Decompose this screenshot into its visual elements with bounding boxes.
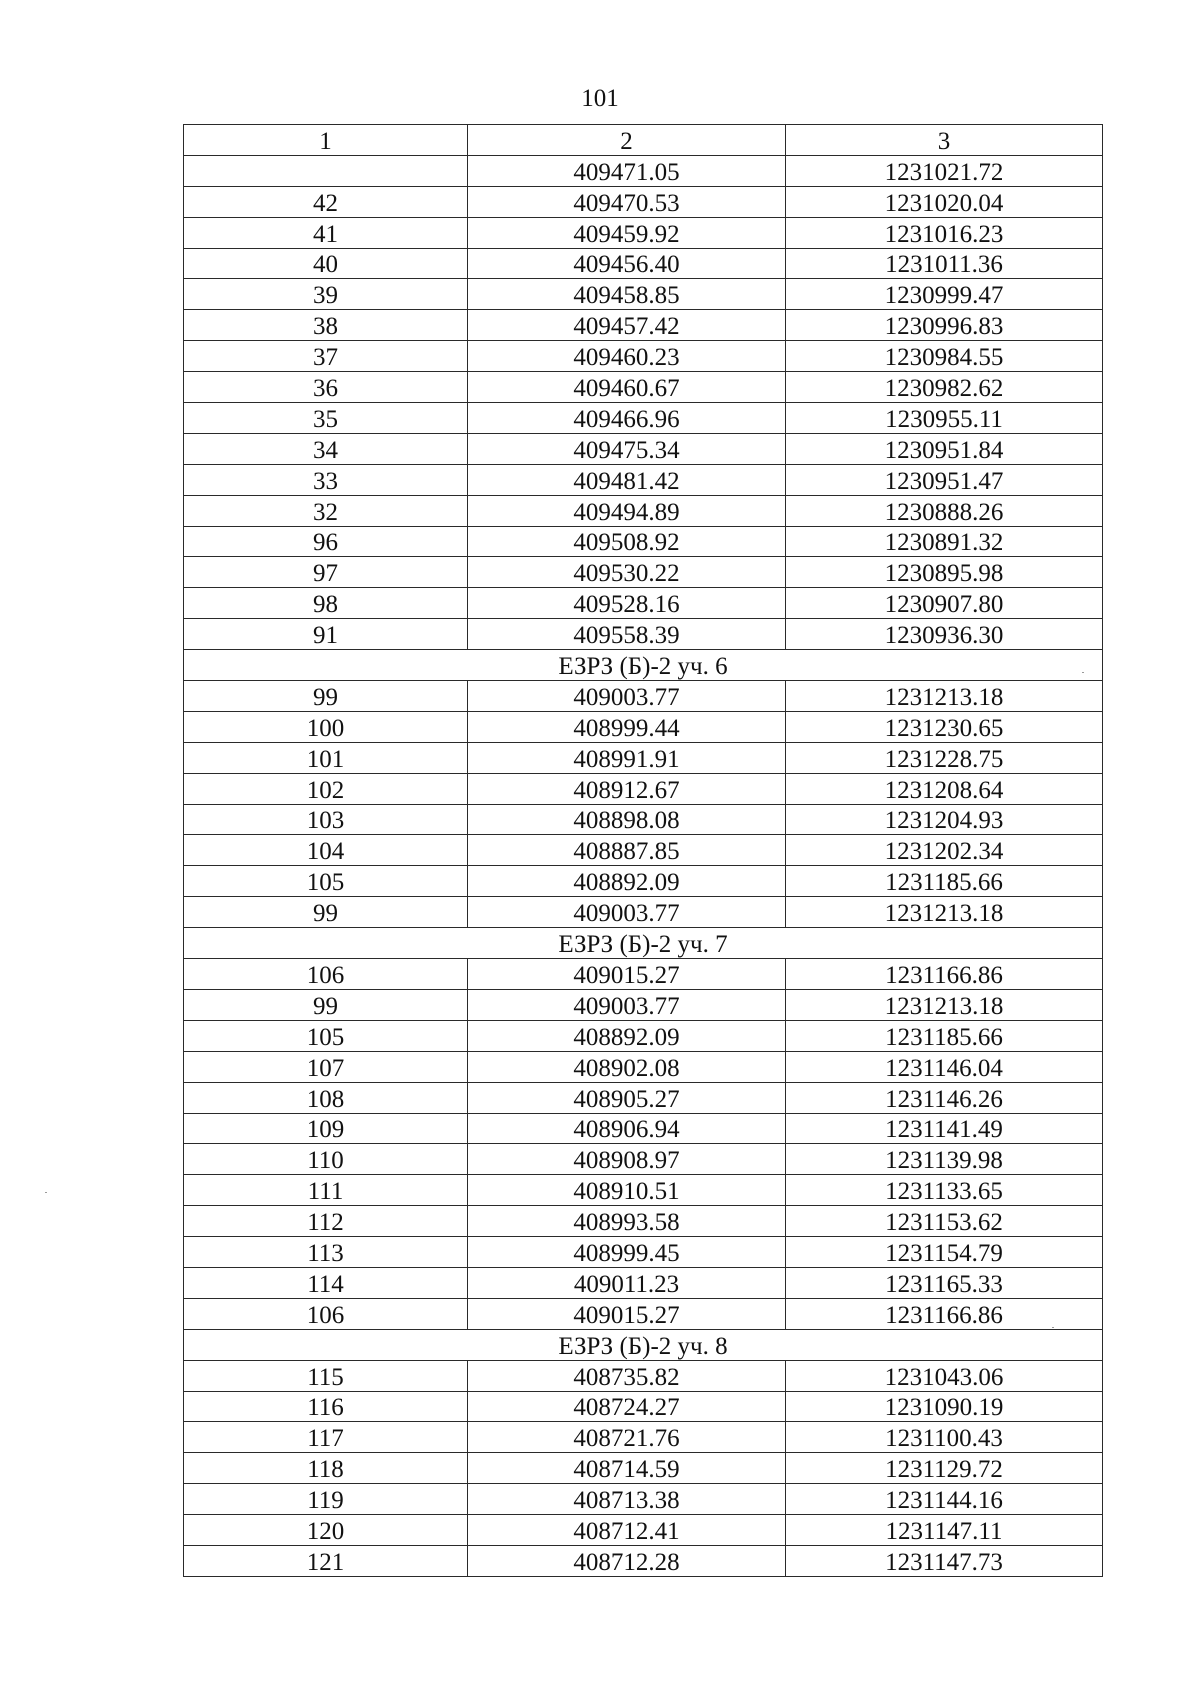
- x-coordinate-cell: 409475.34: [468, 433, 786, 464]
- x-coordinate-cell: 409466.96: [468, 403, 786, 434]
- y-coordinate-cell: 1231090.19: [786, 1391, 1103, 1422]
- y-coordinate-cell: 1230895.98: [786, 557, 1103, 588]
- table-row: [184, 1545, 1103, 1576]
- x-coordinate-cell: 409528.16: [468, 588, 786, 619]
- y-coordinate-cell: 1230955.11: [786, 403, 1103, 434]
- table-row: [184, 1175, 1103, 1206]
- y-coordinate-cell: 1231153.62: [786, 1206, 1103, 1237]
- table-row: [184, 866, 1103, 897]
- x-coordinate-cell: 408892.09: [468, 1020, 786, 1051]
- table-row: [184, 1020, 1103, 1051]
- x-coordinate-cell: 408906.94: [468, 1113, 786, 1144]
- table-row: [184, 588, 1103, 619]
- y-coordinate-cell: 1231213.18: [786, 897, 1103, 928]
- x-coordinate-cell: 408912.67: [468, 773, 786, 804]
- x-coordinate-cell: 409003.77: [468, 897, 786, 928]
- table-row: [184, 959, 1103, 990]
- y-coordinate-cell: 1230982.62: [786, 372, 1103, 403]
- scan-speck: [1082, 672, 1084, 673]
- table-row: [184, 742, 1103, 773]
- y-coordinate-cell: 1231228.75: [786, 742, 1103, 773]
- section-row: [184, 1329, 1103, 1360]
- y-coordinate-cell: 1231166.86: [786, 959, 1103, 990]
- x-coordinate-cell: 408905.27: [468, 1082, 786, 1113]
- y-coordinate-cell: 1231043.06: [786, 1360, 1103, 1391]
- y-coordinate-cell: 1231147.11: [786, 1515, 1103, 1546]
- point-number-cell: 117: [184, 1422, 468, 1453]
- x-coordinate-cell: 409457.42: [468, 310, 786, 341]
- x-coordinate-cell: 409481.42: [468, 464, 786, 495]
- table-row: [184, 186, 1103, 217]
- table-row: [184, 155, 1103, 186]
- scan-speck: [45, 1192, 47, 1193]
- x-coordinate-cell: 408724.27: [468, 1391, 786, 1422]
- point-number-cell: 116: [184, 1391, 468, 1422]
- y-coordinate-cell: 1231230.65: [786, 711, 1103, 742]
- table-row: [184, 1422, 1103, 1453]
- x-coordinate-cell: 408991.91: [468, 742, 786, 773]
- point-number-cell: 99: [184, 989, 468, 1020]
- x-coordinate-cell: 409015.27: [468, 1298, 786, 1329]
- table-row: [184, 279, 1103, 310]
- page-number: 101: [581, 85, 619, 112]
- y-coordinate-cell: 1231213.18: [786, 989, 1103, 1020]
- y-coordinate-cell: 1231213.18: [786, 681, 1103, 712]
- y-coordinate-cell: 1231204.93: [786, 804, 1103, 835]
- table-row: [184, 1113, 1103, 1144]
- y-coordinate-cell: 1231166.86: [786, 1298, 1103, 1329]
- y-coordinate-cell: 1230936.30: [786, 619, 1103, 650]
- table-row: [184, 1360, 1103, 1391]
- y-coordinate-cell: 1230891.32: [786, 526, 1103, 557]
- y-coordinate-cell: 1230984.55: [786, 341, 1103, 372]
- point-number-cell: 34: [184, 433, 468, 464]
- table-row: [184, 773, 1103, 804]
- x-coordinate-cell: 409459.92: [468, 217, 786, 248]
- point-number-cell: 33: [184, 464, 468, 495]
- x-coordinate-cell: 408999.45: [468, 1237, 786, 1268]
- table-header-row: [184, 125, 1103, 156]
- y-coordinate-cell: 1230951.84: [786, 433, 1103, 464]
- table-row: [184, 619, 1103, 650]
- x-coordinate-cell: 408892.09: [468, 866, 786, 897]
- x-coordinate-cell: 408910.51: [468, 1175, 786, 1206]
- x-coordinate-cell: 408993.58: [468, 1206, 786, 1237]
- y-coordinate-cell: 1230907.80: [786, 588, 1103, 619]
- x-coordinate-cell: 409011.23: [468, 1267, 786, 1298]
- x-coordinate-cell: 409470.53: [468, 186, 786, 217]
- y-coordinate-cell: 1231208.64: [786, 773, 1103, 804]
- y-coordinate-cell: 1231185.66: [786, 1020, 1103, 1051]
- section-row: [184, 650, 1103, 681]
- x-coordinate-cell: 409456.40: [468, 248, 786, 279]
- table-row: [184, 310, 1103, 341]
- x-coordinate-cell: 409003.77: [468, 989, 786, 1020]
- point-number-cell: 106: [184, 959, 468, 990]
- y-coordinate-cell: 1231154.79: [786, 1237, 1103, 1268]
- table-row: [184, 526, 1103, 557]
- point-number-cell: 35: [184, 403, 468, 434]
- header-cell-point: 1: [184, 125, 468, 156]
- table-row: [184, 989, 1103, 1020]
- table-row: [184, 1144, 1103, 1175]
- section-title: ЕЗРЗ (Б)-2 уч. 7: [184, 928, 1103, 959]
- y-coordinate-cell: 1231165.33: [786, 1267, 1103, 1298]
- x-coordinate-cell: 408908.97: [468, 1144, 786, 1175]
- point-number-cell: 99: [184, 681, 468, 712]
- point-number-cell: 101: [184, 742, 468, 773]
- table-row: [184, 711, 1103, 742]
- table-row: [184, 495, 1103, 526]
- x-coordinate-cell: 408887.85: [468, 835, 786, 866]
- table-row: [184, 1206, 1103, 1237]
- point-number-cell: 110: [184, 1144, 468, 1175]
- y-coordinate-cell: 1231100.43: [786, 1422, 1103, 1453]
- point-number-cell: 103: [184, 804, 468, 835]
- point-number-cell: 120: [184, 1515, 468, 1546]
- x-coordinate-cell: 409471.05: [468, 155, 786, 186]
- point-number-cell: 107: [184, 1051, 468, 1082]
- header-cell-y: 3: [786, 125, 1103, 156]
- point-number-cell: 106: [184, 1298, 468, 1329]
- y-coordinate-cell: 1231146.04: [786, 1051, 1103, 1082]
- x-coordinate-cell: 408714.59: [468, 1453, 786, 1484]
- table-row: [184, 897, 1103, 928]
- point-number-cell: 37: [184, 341, 468, 372]
- point-number-cell: 112: [184, 1206, 468, 1237]
- table-row: [184, 1515, 1103, 1546]
- y-coordinate-cell: 1231146.26: [786, 1082, 1103, 1113]
- point-number-cell: 96: [184, 526, 468, 557]
- y-coordinate-cell: 1231185.66: [786, 866, 1103, 897]
- point-number-cell: 105: [184, 1020, 468, 1051]
- y-coordinate-cell: 1231202.34: [786, 835, 1103, 866]
- point-number-cell: 105: [184, 866, 468, 897]
- x-coordinate-cell: 409460.67: [468, 372, 786, 403]
- x-coordinate-cell: 408721.76: [468, 1422, 786, 1453]
- table-row: [184, 1484, 1103, 1515]
- x-coordinate-cell: 409015.27: [468, 959, 786, 990]
- point-number-cell: 113: [184, 1237, 468, 1268]
- table-row: [184, 464, 1103, 495]
- point-number-cell: 91: [184, 619, 468, 650]
- point-number-cell: 99: [184, 897, 468, 928]
- y-coordinate-cell: 1231021.72: [786, 155, 1103, 186]
- y-coordinate-cell: 1230888.26: [786, 495, 1103, 526]
- table-row: [184, 1237, 1103, 1268]
- point-number-cell: 36: [184, 372, 468, 403]
- y-coordinate-cell: 1231020.04: [786, 186, 1103, 217]
- y-coordinate-cell: 1231133.65: [786, 1175, 1103, 1206]
- y-coordinate-cell: 1231144.16: [786, 1484, 1103, 1515]
- point-number-cell: 121: [184, 1545, 468, 1576]
- x-coordinate-cell: 409003.77: [468, 681, 786, 712]
- table-row: [184, 681, 1103, 712]
- x-coordinate-cell: 409508.92: [468, 526, 786, 557]
- point-number-cell: 32: [184, 495, 468, 526]
- header-cell-x: 2: [468, 125, 786, 156]
- y-coordinate-cell: 1231016.23: [786, 217, 1103, 248]
- y-coordinate-cell: 1231141.49: [786, 1113, 1103, 1144]
- point-number-cell: 41: [184, 217, 468, 248]
- point-number-cell: 118: [184, 1453, 468, 1484]
- y-coordinate-cell: 1230951.47: [786, 464, 1103, 495]
- point-number-cell: 102: [184, 773, 468, 804]
- x-coordinate-cell: 408999.44: [468, 711, 786, 742]
- y-coordinate-cell: 1230999.47: [786, 279, 1103, 310]
- table-row: [184, 372, 1103, 403]
- table-row: [184, 341, 1103, 372]
- point-number-cell: 109: [184, 1113, 468, 1144]
- x-coordinate-cell: 408898.08: [468, 804, 786, 835]
- point-number-cell: [184, 155, 468, 186]
- y-coordinate-cell: 1230996.83: [786, 310, 1103, 341]
- y-coordinate-cell: 1231147.73: [786, 1545, 1103, 1576]
- table-row: [184, 1453, 1103, 1484]
- point-number-cell: 108: [184, 1082, 468, 1113]
- y-coordinate-cell: 1231011.36: [786, 248, 1103, 279]
- section-title: ЕЗРЗ (Б)-2 уч. 6: [184, 650, 1103, 681]
- table-row: [184, 1391, 1103, 1422]
- table-row: [184, 248, 1103, 279]
- point-number-cell: 40: [184, 248, 468, 279]
- section-row: [184, 928, 1103, 959]
- y-coordinate-cell: 1231129.72: [786, 1453, 1103, 1484]
- table-row: [184, 1082, 1103, 1113]
- point-number-cell: 39: [184, 279, 468, 310]
- table-row: [184, 835, 1103, 866]
- point-number-cell: 104: [184, 835, 468, 866]
- table-row: [184, 804, 1103, 835]
- y-coordinate-cell: 1231139.98: [786, 1144, 1103, 1175]
- point-number-cell: 100: [184, 711, 468, 742]
- x-coordinate-cell: 408713.38: [468, 1484, 786, 1515]
- x-coordinate-cell: 409494.89: [468, 495, 786, 526]
- table-row: [184, 433, 1103, 464]
- table-row: [184, 403, 1103, 434]
- section-title: ЕЗРЗ (Б)-2 уч. 8: [184, 1329, 1103, 1360]
- point-number-cell: 115: [184, 1360, 468, 1391]
- point-number-cell: 38: [184, 310, 468, 341]
- x-coordinate-cell: 409458.85: [468, 279, 786, 310]
- x-coordinate-cell: 409460.23: [468, 341, 786, 372]
- table-body: [184, 125, 1103, 1577]
- point-number-cell: 111: [184, 1175, 468, 1206]
- point-number-cell: 119: [184, 1484, 468, 1515]
- x-coordinate-cell: 408735.82: [468, 1360, 786, 1391]
- table-row: [184, 1298, 1103, 1329]
- table-row: [184, 217, 1103, 248]
- point-number-cell: 42: [184, 186, 468, 217]
- table-row: [184, 1051, 1103, 1082]
- x-coordinate-cell: 408712.41: [468, 1515, 786, 1546]
- point-number-cell: 97: [184, 557, 468, 588]
- x-coordinate-cell: 408902.08: [468, 1051, 786, 1082]
- table-row: [184, 1267, 1103, 1298]
- point-number-cell: 114: [184, 1267, 468, 1298]
- x-coordinate-cell: 409530.22: [468, 557, 786, 588]
- coordinates-table: [183, 124, 1103, 1577]
- table-row: [184, 557, 1103, 588]
- scan-speck: [1052, 1327, 1054, 1328]
- point-number-cell: 98: [184, 588, 468, 619]
- x-coordinate-cell: 409558.39: [468, 619, 786, 650]
- x-coordinate-cell: 408712.28: [468, 1545, 786, 1576]
